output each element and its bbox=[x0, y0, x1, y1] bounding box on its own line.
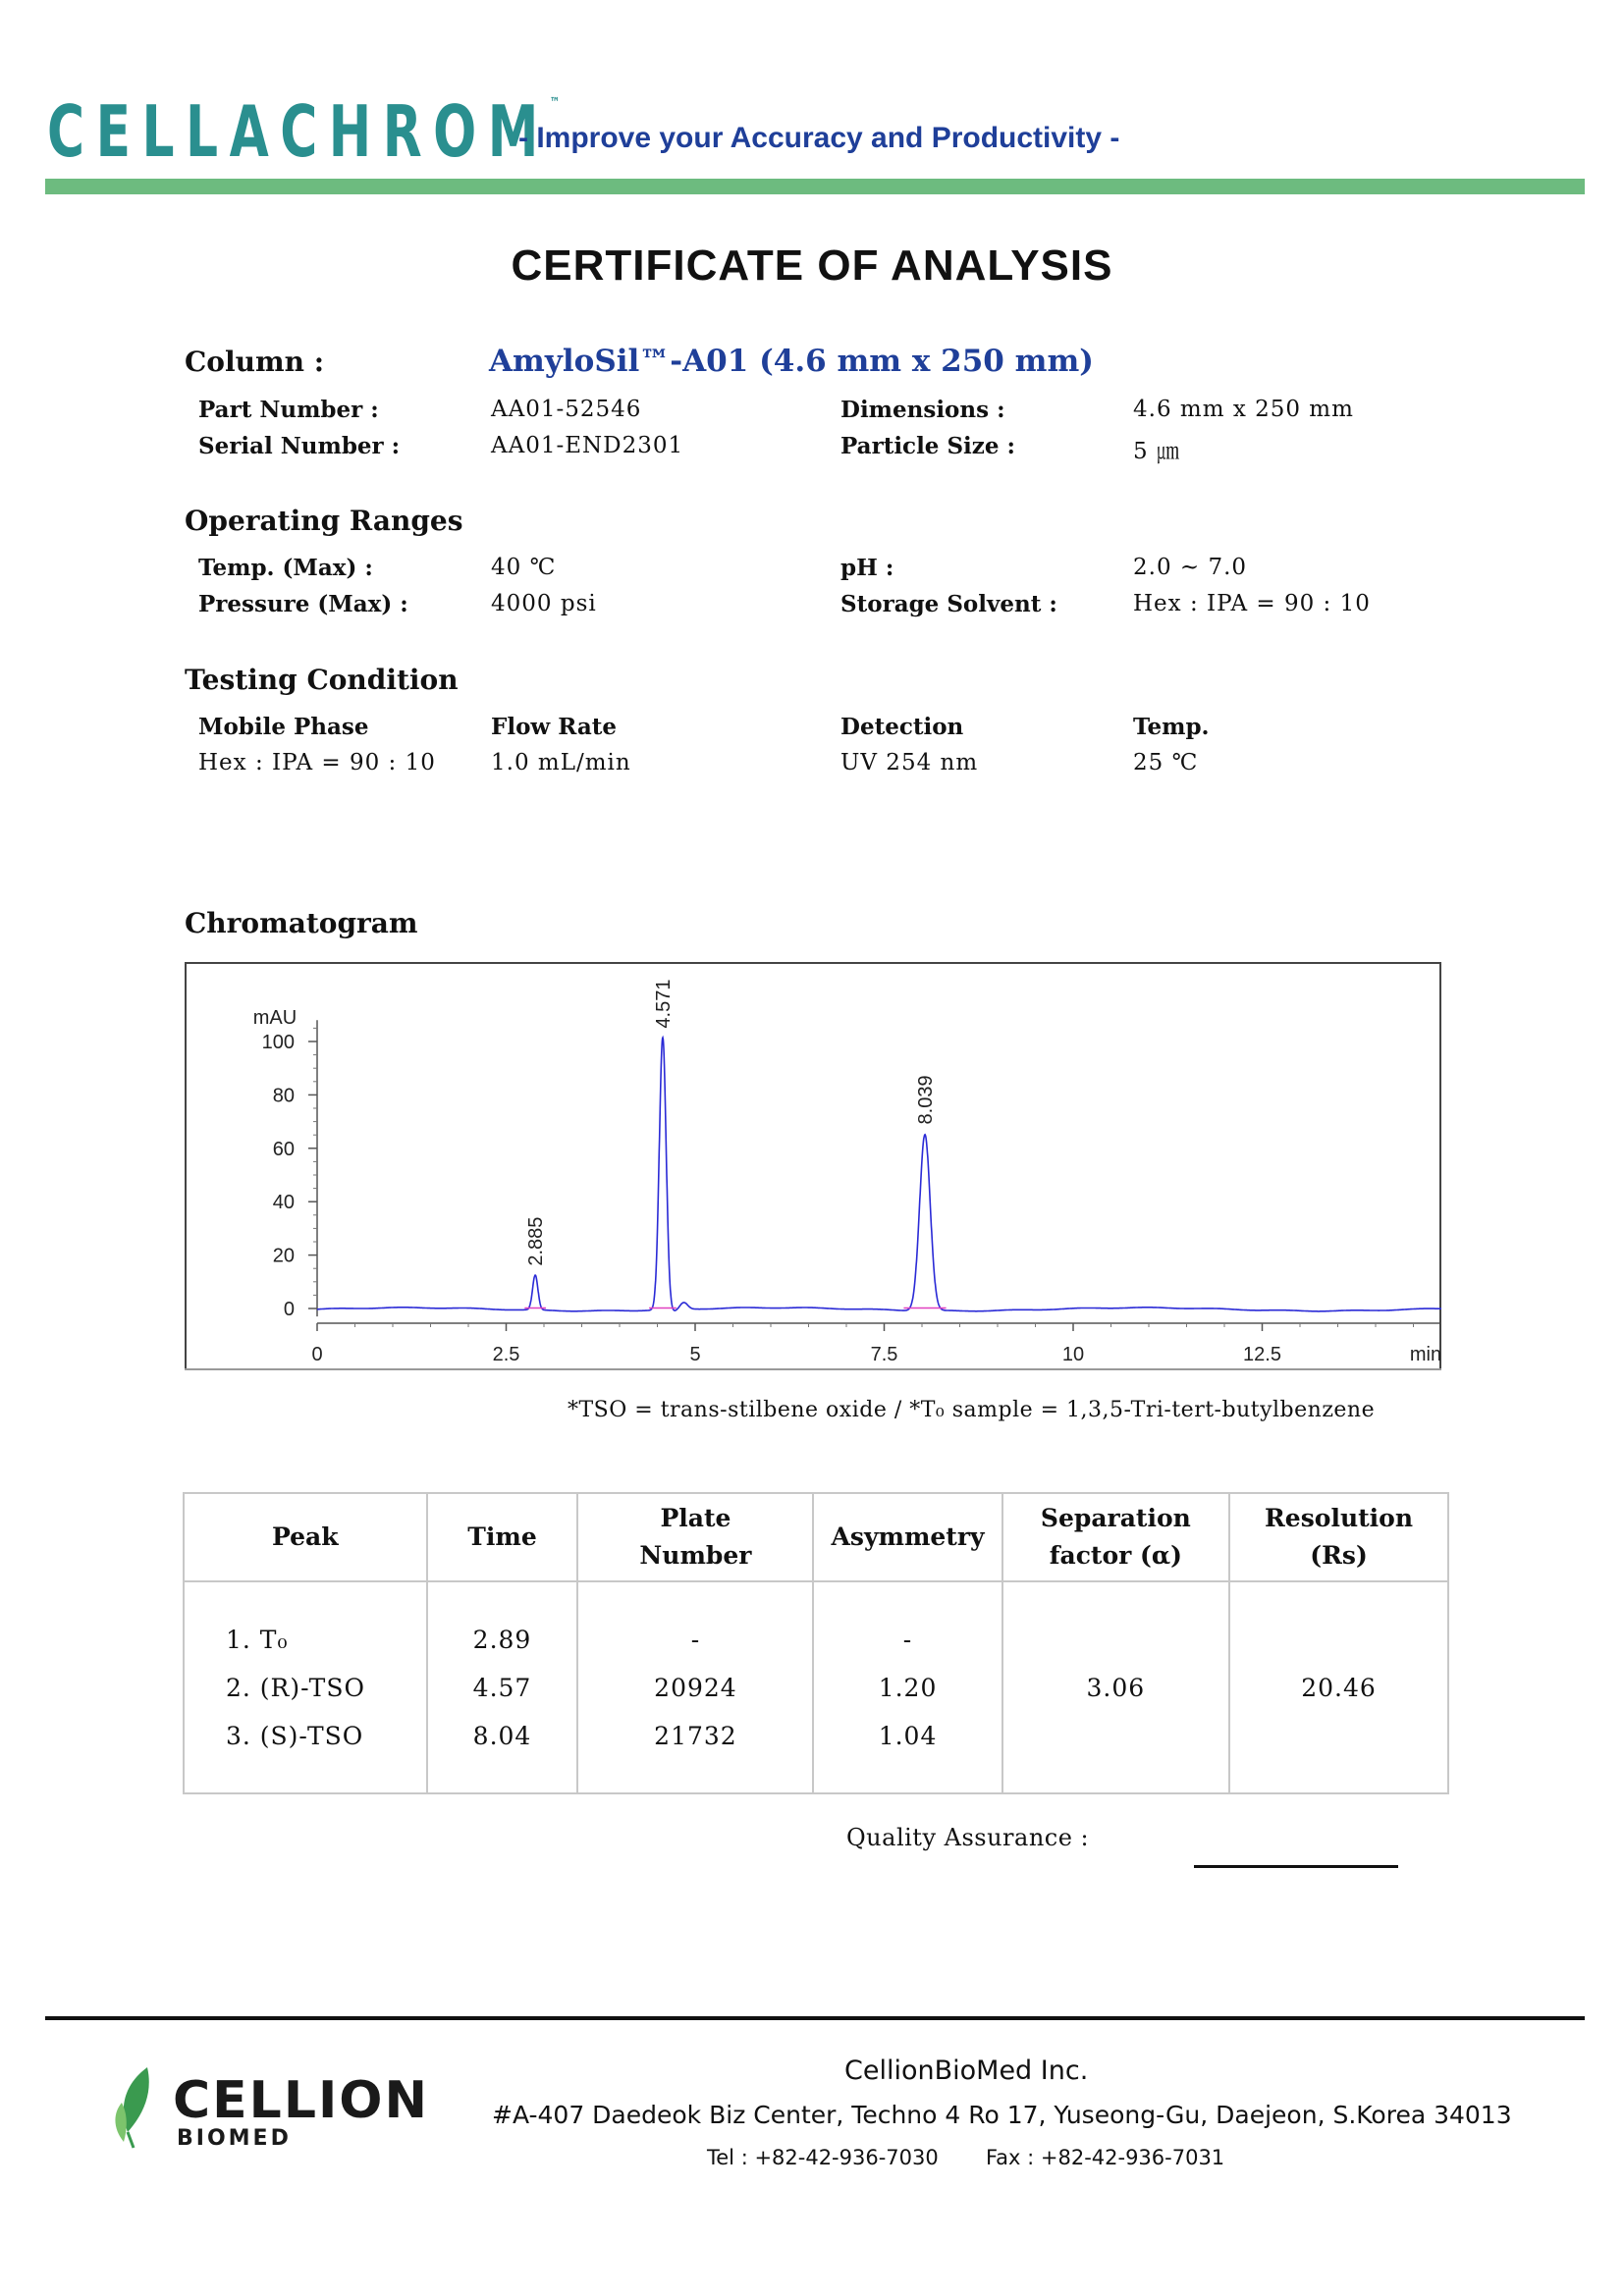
testing-condition-heading: Testing Condition bbox=[185, 664, 459, 696]
header-separation-factor: Separation factor (α) bbox=[1002, 1493, 1229, 1581]
cellion-brand-sub: BIOMED bbox=[177, 2126, 292, 2151]
footer-divider bbox=[45, 2016, 1585, 2020]
y-tick-label: 40 bbox=[272, 1192, 295, 1214]
y-tick-label: 100 bbox=[261, 1032, 295, 1053]
company-address: #A-407 Daedeok Biz Center, Techno 4 Ro 17, Yuseong-Gu, Daejeon, S.Korea 34013 bbox=[492, 2101, 1512, 2129]
header-asymmetry: Asymmetry bbox=[813, 1493, 1001, 1581]
y-tick-label: 80 bbox=[272, 1085, 295, 1107]
detection-value: UV 254 nm bbox=[840, 750, 979, 775]
serial-number-label: Serial Number : bbox=[198, 433, 401, 459]
dimensions-value: 4.6 mm x 250 mm bbox=[1133, 397, 1354, 422]
ph-value: 2.0 ~ 7.0 bbox=[1133, 555, 1248, 580]
peak-time: 8.04 bbox=[472, 1721, 532, 1750]
x-tick-label: 7.5 bbox=[870, 1344, 898, 1365]
storage-solvent-value: Hex : IPA = 90 : 10 bbox=[1133, 591, 1371, 616]
y-tick-label: 60 bbox=[272, 1138, 295, 1160]
peak-time: 2.89 bbox=[472, 1625, 532, 1654]
logo-trademark: ™ bbox=[549, 95, 560, 111]
company-fax: Fax : +82-42-936-7031 bbox=[986, 2146, 1225, 2169]
cellachrom-logo bbox=[47, 90, 560, 173]
mobile-phase-value: Hex : IPA = 90 : 10 bbox=[198, 750, 436, 775]
chromatogram-chart bbox=[185, 962, 1441, 1370]
asymmetry-value: - bbox=[902, 1625, 913, 1654]
temp-max-label: Temp. (Max) : bbox=[198, 555, 373, 581]
header-plate-number: Plate Number bbox=[577, 1493, 813, 1581]
company-name: CellionBioMed Inc. bbox=[844, 2056, 1089, 2086]
results-header-row bbox=[184, 1493, 1448, 1581]
x-tick-label: 10 bbox=[1061, 1344, 1085, 1365]
serial-number-value: AA01-END2301 bbox=[491, 433, 684, 458]
pressure-max-label: Pressure (Max) : bbox=[198, 591, 408, 617]
ph-label: pH : bbox=[840, 555, 894, 581]
x-tick-label: 0 bbox=[311, 1344, 323, 1365]
y-axis-label: mAU bbox=[252, 1007, 298, 1029]
particle-size-label: Particle Size : bbox=[840, 433, 1015, 459]
chromatogram-trace bbox=[317, 1038, 1441, 1311]
logo-text: CELLACHROM bbox=[47, 90, 550, 173]
quality-assurance-label: Quality Assurance : bbox=[846, 1824, 1090, 1851]
y-tick-label: 0 bbox=[283, 1299, 295, 1320]
y-tick-label: 20 bbox=[272, 1245, 295, 1267]
x-tick-label: 12.5 bbox=[1243, 1344, 1281, 1365]
peak-label: 8.039 bbox=[915, 1075, 938, 1125]
test-temp-label: Temp. bbox=[1133, 714, 1210, 740]
peak-name: 2. (R)-TSO bbox=[226, 1673, 365, 1702]
header-peak: Peak bbox=[184, 1493, 427, 1581]
header-divider-bar bbox=[45, 179, 1585, 194]
plate-number: 20924 bbox=[654, 1673, 737, 1702]
peak-name: 1. T₀ bbox=[226, 1625, 289, 1654]
results-body-row bbox=[184, 1581, 1448, 1793]
resolution-value: 20.46 bbox=[1229, 1581, 1448, 1793]
particle-size-value: 5 ㎛ bbox=[1133, 439, 1180, 464]
mobile-phase-label: Mobile Phase bbox=[198, 714, 369, 740]
asymmetry-value: 1.20 bbox=[878, 1673, 938, 1702]
footnote: *TSO = trans-stilbene oxide / *T₀ sample = 1,3,5-Tri-tert-butylbenzene bbox=[568, 1398, 1376, 1422]
column-label: Column : bbox=[185, 346, 325, 378]
separation-factor-value: 3.06 bbox=[1002, 1581, 1229, 1793]
peak-name: 3. (S)-TSO bbox=[226, 1721, 364, 1750]
part-number-value: AA01-52546 bbox=[491, 397, 642, 422]
x-axis-label: min bbox=[1409, 1344, 1441, 1365]
signature-line bbox=[1194, 1865, 1398, 1868]
column-name: AmyloSil™-A01 (4.6 mm x 250 mm) bbox=[489, 344, 1094, 379]
detection-label: Detection bbox=[840, 714, 964, 740]
header-resolution: Resolution (Rs) bbox=[1229, 1493, 1448, 1581]
flow-rate-label: Flow Rate bbox=[491, 714, 618, 740]
x-tick-label: 5 bbox=[689, 1344, 701, 1365]
operating-ranges-heading: Operating Ranges bbox=[185, 505, 463, 537]
peak-label: 2.885 bbox=[525, 1216, 548, 1266]
time-column bbox=[427, 1581, 578, 1793]
flow-rate-value: 1.0 mL/min bbox=[491, 750, 631, 775]
temp-max-value: 40 ℃ bbox=[491, 555, 557, 580]
peak-time: 4.57 bbox=[472, 1673, 532, 1702]
header-time: Time bbox=[427, 1493, 578, 1581]
cellion-leaf-icon bbox=[108, 2063, 177, 2152]
tagline: - Improve your Accuracy and Productivity - bbox=[518, 122, 1120, 154]
asymmetry-value: 1.04 bbox=[878, 1721, 938, 1750]
storage-solvent-label: Storage Solvent : bbox=[840, 591, 1057, 617]
test-temp-value: 25 ℃ bbox=[1133, 750, 1199, 775]
peak-label: 4.571 bbox=[652, 979, 675, 1029]
results-table bbox=[183, 1492, 1449, 1794]
asymmetry-column bbox=[813, 1581, 1001, 1793]
plate-number: - bbox=[690, 1625, 701, 1654]
pressure-max-value: 4000 psi bbox=[491, 591, 597, 616]
x-tick-label: 2.5 bbox=[492, 1344, 520, 1365]
chromatogram-heading: Chromatogram bbox=[185, 907, 418, 939]
plate-number: 21732 bbox=[654, 1721, 737, 1750]
page-title: CERTIFICATE OF ANALYSIS bbox=[511, 241, 1113, 290]
dimensions-label: Dimensions : bbox=[840, 397, 1005, 423]
plate-column bbox=[577, 1581, 813, 1793]
cellion-brand: CELLION bbox=[173, 2071, 430, 2130]
peak-column bbox=[184, 1581, 427, 1793]
company-tel: Tel : +82-42-936-7030 bbox=[707, 2146, 939, 2169]
part-number-label: Part Number : bbox=[198, 397, 379, 423]
